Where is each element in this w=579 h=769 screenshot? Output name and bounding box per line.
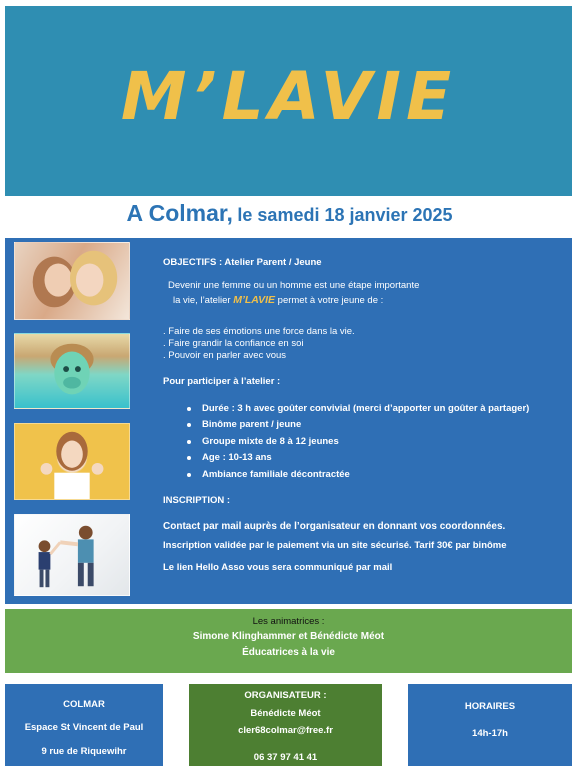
intro-brand: M’LAVIE [233,294,276,306]
objectives-heading: OBJECTIFS : Atelier Parent / Jeune [163,257,322,268]
location-box [5,684,163,766]
inscription-line: Le lien Hello Asso vous sera communiqué par mail [163,562,393,573]
detail-item: Groupe mixte de 8 à 12 jeunes [202,436,339,447]
animators-panel [5,609,572,673]
organizer-email: cler68colmar@free.fr [238,725,333,736]
goal-item: . Faire de ses émotions une force dans la vie. [163,326,355,337]
organizer-title: ORGANISATEUR : [244,690,327,701]
organizer-box [189,684,382,766]
schedule-hours: 14h-17h [472,728,508,739]
organizer-name: Bénédicte Méot [250,708,321,719]
detail-item: Durée : 3 h avec goûter convivial (merci d’apporter un goûter à partager) [202,403,530,414]
surprised-boy-photo [14,333,130,409]
inscription-line: Contact par mail auprès de l’organisateur en donnant vos coordonnées. [163,521,506,532]
intro-line-1: Devenir une femme ou un homme est une étape importante [168,280,420,291]
event-city: A Colmar, [126,200,233,226]
intro-line-2-end: permet à votre jeune de : [277,295,384,306]
father-and-son-photo [14,514,130,596]
bullet-icon [187,473,191,477]
schedule-box [408,684,572,766]
title-banner [5,6,572,196]
bullet-icon [187,423,191,427]
participate-heading: Pour participer à l’atelier : [163,376,281,387]
main-info-panel [5,238,572,604]
event-subtitle [0,200,579,227]
bullet-icon [187,407,191,411]
mother-and-daughter-photo [14,242,130,320]
location-title: COLMAR [63,699,105,710]
goal-item: . Faire grandir la confiance en soi [163,338,304,349]
location-venue: Espace St Vincent de Paul [24,722,144,733]
inscription-heading: INSCRIPTION : [163,495,231,506]
goal-item: . Pouvoir en parler avec vous [163,350,287,361]
intro-line-2 [173,294,383,306]
bullet-icon [187,456,191,460]
thumbs-up-girl-photo [14,423,130,500]
animators-label: Les animatrices : [252,616,325,627]
inscription-line: Inscription validée par le paiement via un site sécurisé. Tarif 30€ par binôme [163,540,507,551]
intro-line-2-start: la vie, l’atelier [173,295,231,306]
detail-item: Age : 10-13 ans [202,452,272,463]
event-date: le samedi 18 janvier 2025 [237,205,453,225]
location-address: 9 rue de Riquewihr [41,746,127,757]
detail-item: Ambiance familiale décontractée [202,469,350,480]
bullet-icon [187,440,191,444]
brand-title: M’LAVIE [120,58,457,135]
animators-names: Simone Klinghammer et Bénédicte Méot [192,631,385,642]
schedule-title: HORAIRES [464,701,516,712]
organizer-phone: 06 37 97 41 41 [253,752,318,763]
animators-role: Éducatrices à la vie [242,647,335,658]
detail-item: Binôme parent / jeune [202,419,302,430]
